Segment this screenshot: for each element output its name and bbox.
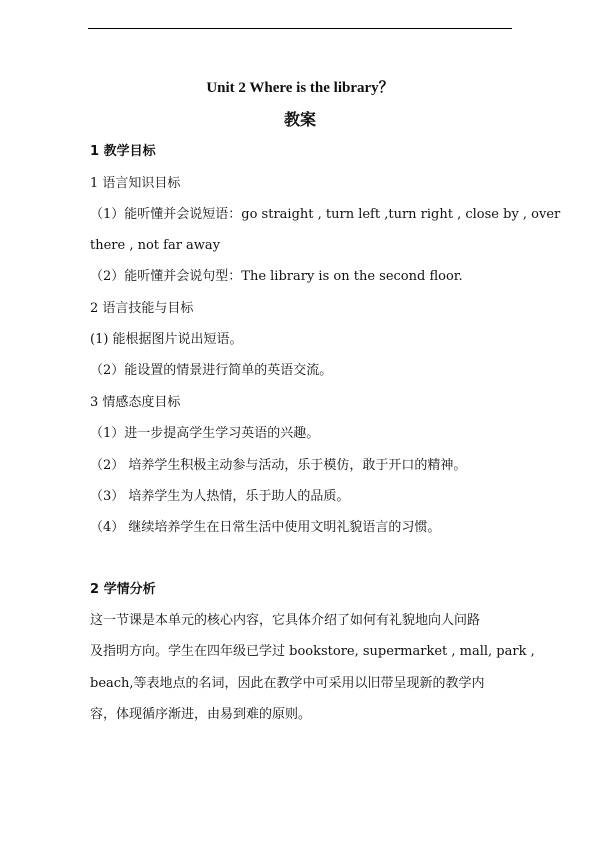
section-1-heading: 1 教学目标	[90, 144, 156, 159]
analysis-line-2: 及指明方向。学生在四年级已学过 bookstore, supermarket , mall, park ,	[90, 644, 535, 659]
goal-item-1-line-2: there , not far away	[90, 238, 221, 253]
document-subtitle: 教案	[283, 110, 316, 129]
goal-item-2: （2）能听懂并会说句型：The library is on the second floor.	[90, 269, 463, 284]
analysis-line-1: 这一节课是本单元的核心内容，它具体介绍了如何有礼貌地向人问路	[90, 613, 481, 628]
attitude-item-4: （4） 继续培养学生在日常生活中使用文明礼貌语言的习惯。	[90, 520, 441, 535]
skill-item-2: （2）能设置的情景进行简单的英语交流。	[90, 363, 333, 378]
subsection-2-heading: 2 语言技能与目标	[90, 301, 194, 316]
attitude-item-3: （3） 培养学生为人热情，乐于助人的品质。	[90, 489, 350, 504]
subsection-1-heading: 1 语言知识目标	[90, 176, 181, 191]
subsection-3-heading: 3 情感态度目标	[90, 395, 181, 410]
section-2-heading: 2 学情分析	[90, 582, 156, 597]
header-rule	[88, 28, 512, 29]
analysis-line-3: beach,等表地点的名词，因此在教学中可采用以旧带呈现新的教学内	[90, 676, 485, 691]
skill-item-1: (1) 能根据图片说出短语。	[90, 332, 243, 347]
attitude-item-2: （2） 培养学生积极主动参与活动，乐于模仿，敢于开口的精神。	[90, 458, 467, 473]
goal-item-1-line-1: （1）能听懂并会说短语：go straight , turn left ,turn right , close by , over	[90, 207, 561, 222]
analysis-line-4: 容，体现循序渐进，由易到难的原则。	[90, 707, 312, 722]
document-title: Unit 2 Where is the library？	[206, 80, 394, 96]
attitude-item-1: （1）进一步提高学生学习英语的兴趣。	[90, 426, 320, 441]
